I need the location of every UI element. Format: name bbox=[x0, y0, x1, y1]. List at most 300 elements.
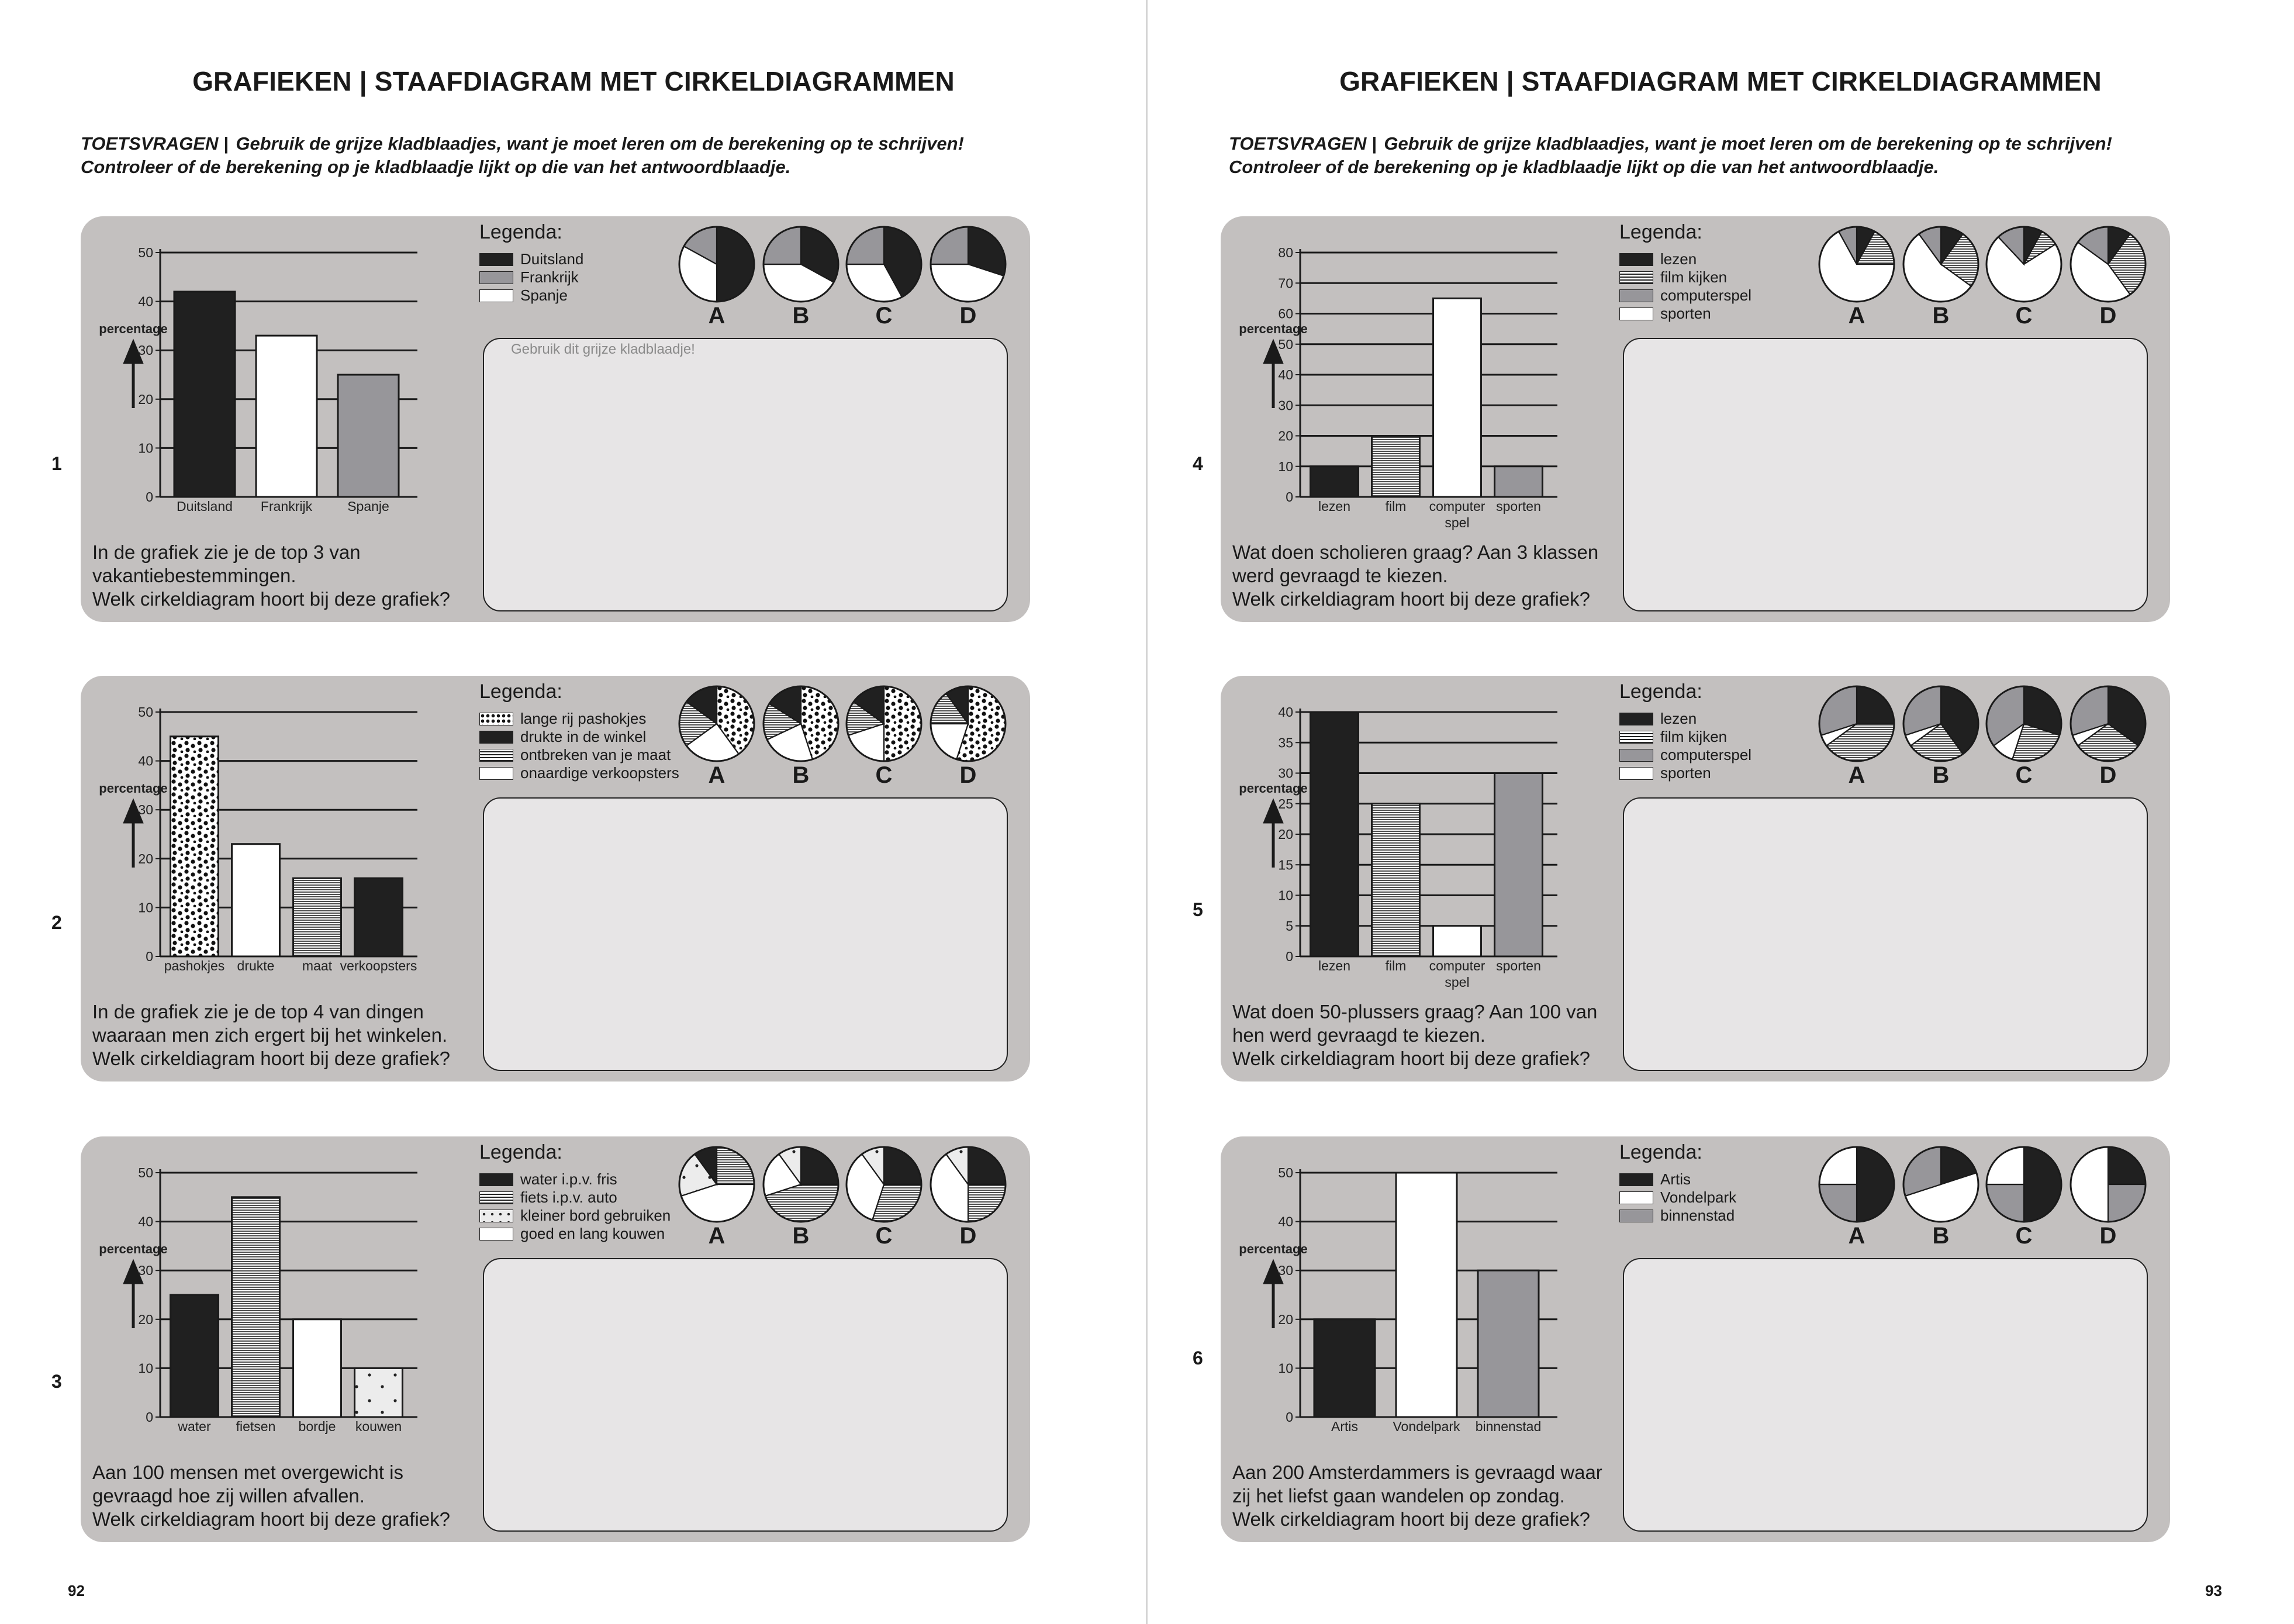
legend-item bbox=[479, 1170, 671, 1188]
y-tick-label: 10 bbox=[138, 1360, 153, 1376]
pie-option-letter: C bbox=[2015, 762, 2033, 788]
pie-option-c[interactable] bbox=[1984, 1145, 2064, 1249]
legend-item bbox=[479, 1225, 671, 1243]
bar bbox=[293, 1319, 341, 1417]
bar-chart bbox=[1221, 1136, 1688, 1464]
legend-label: kleiner bord gebruiken bbox=[520, 1207, 671, 1224]
intro-text bbox=[1229, 132, 2176, 179]
legend-swatch bbox=[1619, 731, 1653, 744]
question-number: 1 bbox=[51, 453, 62, 474]
question-line: vakantiebestemmingen. bbox=[92, 565, 296, 586]
pie-option-d[interactable] bbox=[2068, 684, 2148, 789]
pie-option-a[interactable] bbox=[677, 224, 756, 329]
legend-swatch bbox=[479, 767, 513, 780]
question-line: Welk cirkeldiagram hoort bij deze grafiek? bbox=[92, 1508, 450, 1530]
pie-chart bbox=[928, 684, 1008, 763]
legend-item bbox=[1619, 250, 1751, 268]
y-tick-label: 20 bbox=[1278, 428, 1293, 444]
question-line: Welk cirkeldiagram hoort bij deze grafiek? bbox=[92, 1048, 450, 1069]
pie-option-a[interactable] bbox=[1817, 684, 1896, 789]
legend-swatch bbox=[479, 749, 513, 762]
pie-chart bbox=[928, 224, 1008, 304]
bar bbox=[1311, 467, 1359, 497]
pie-option-letter: C bbox=[875, 762, 893, 788]
scratch-pad[interactable] bbox=[1623, 1258, 2148, 1532]
question-line: Aan 100 mensen met overgewicht is bbox=[92, 1461, 403, 1483]
y-tick-label: 20 bbox=[138, 1311, 153, 1327]
bar-chart bbox=[81, 1136, 548, 1464]
legend-swatch bbox=[1619, 271, 1653, 284]
y-tick-label: 50 bbox=[138, 1165, 153, 1180]
pie-option-b[interactable] bbox=[1901, 1145, 1981, 1249]
y-tick-label: 70 bbox=[1278, 275, 1293, 291]
y-tick-label: 20 bbox=[1278, 1311, 1293, 1327]
x-tick-label: Spanje bbox=[347, 499, 389, 514]
legend-item bbox=[1619, 710, 1751, 728]
page-number: 93 bbox=[2205, 1582, 2222, 1599]
question-line: Welk cirkeldiagram hoort bij deze grafiek? bbox=[1232, 1508, 1590, 1530]
pie-option-b[interactable] bbox=[761, 1145, 841, 1249]
scratch-pad[interactable] bbox=[1623, 797, 2148, 1071]
pie-option-a[interactable] bbox=[677, 684, 756, 789]
pie-slice bbox=[1857, 1147, 1894, 1222]
bar bbox=[1314, 1319, 1375, 1417]
pie-option-b[interactable] bbox=[761, 684, 841, 789]
x-tick-label: computer bbox=[1429, 958, 1485, 973]
pie-option-d[interactable] bbox=[928, 224, 1008, 329]
pie-chart bbox=[1901, 684, 1981, 763]
x-tick-label: Artis bbox=[1331, 1419, 1358, 1434]
legend-label: computerspel bbox=[1660, 746, 1752, 763]
question-line: Wat doen scholieren graag? Aan 3 klassen bbox=[1232, 541, 1599, 563]
pie-chart bbox=[1984, 1145, 2064, 1224]
y-axis-label: percentage bbox=[1239, 322, 1308, 336]
pie-option-a[interactable] bbox=[1817, 1145, 1896, 1249]
pie-option-a[interactable] bbox=[677, 1145, 756, 1249]
question-text bbox=[1232, 1000, 1618, 1070]
pie-option-d[interactable] bbox=[2068, 1145, 2148, 1249]
question-line: werd gevraagd te kiezen. bbox=[1232, 565, 1448, 586]
bar bbox=[355, 1368, 403, 1417]
intro-text bbox=[81, 132, 1028, 179]
y-tick-label: 50 bbox=[138, 245, 153, 260]
y-tick-label: 5 bbox=[1286, 918, 1293, 934]
y-tick-label: 50 bbox=[1278, 336, 1293, 352]
intro-body: Gebruik de grijze kladblaadjes, want je moet leren om de berekening op te schrijven! Controleer of de berekening op je kladblaadje lijkt op die van het antwoordblaadje. bbox=[1229, 133, 2112, 177]
pie-option-letter: B bbox=[1932, 1223, 1950, 1249]
pie-chart bbox=[928, 1145, 1008, 1224]
y-tick-label: 30 bbox=[1278, 398, 1293, 413]
legend-swatch bbox=[479, 1173, 513, 1186]
y-tick-label: 40 bbox=[138, 1214, 153, 1229]
question-text bbox=[1232, 1461, 1618, 1531]
legend-title: Legenda: bbox=[1619, 680, 1702, 703]
y-tick-label: 30 bbox=[1278, 765, 1293, 781]
pie-chart bbox=[1817, 224, 1896, 304]
legend-swatch bbox=[479, 253, 513, 266]
x-tick-label: maat bbox=[302, 958, 333, 973]
pie-option-d[interactable] bbox=[928, 1145, 1008, 1249]
legend-label: Duitsland bbox=[520, 250, 584, 268]
x-tick-label: water bbox=[178, 1419, 211, 1434]
pie-chart bbox=[2068, 1145, 2148, 1224]
bar-chart bbox=[1221, 216, 1688, 544]
pie-option-letter: D bbox=[2099, 1223, 2117, 1249]
legend-item bbox=[479, 746, 679, 764]
question-text bbox=[92, 1000, 478, 1070]
bar-chart bbox=[1221, 676, 1688, 1003]
legend-label: lezen bbox=[1660, 250, 1697, 268]
pie-option-b[interactable] bbox=[761, 224, 841, 329]
pie-chart bbox=[844, 224, 924, 304]
y-tick-label: 35 bbox=[1278, 735, 1293, 751]
y-tick-label: 0 bbox=[1286, 489, 1293, 505]
question-line: Wat doen 50-plussers graag? Aan 100 van bbox=[1232, 1001, 1598, 1022]
bar-chart bbox=[81, 216, 548, 544]
y-tick-label: 0 bbox=[146, 949, 153, 964]
question-text bbox=[92, 1461, 478, 1531]
legend bbox=[1619, 710, 1751, 782]
question-card-6 bbox=[1221, 1136, 2170, 1542]
question-card-2 bbox=[81, 676, 1030, 1081]
x-tick-label: computer bbox=[1429, 499, 1485, 514]
pie-option-letter: D bbox=[959, 762, 977, 788]
scratch-pad[interactable] bbox=[483, 797, 1008, 1071]
legend-item bbox=[479, 710, 679, 728]
legend bbox=[1619, 1170, 1736, 1225]
question-card-1 bbox=[81, 216, 1030, 622]
y-tick-label: 40 bbox=[1278, 1214, 1293, 1229]
legend-item bbox=[1619, 728, 1751, 746]
bar bbox=[355, 878, 403, 956]
legend-label: film kijken bbox=[1660, 268, 1728, 286]
pie-option-letter: B bbox=[1932, 303, 1950, 329]
legend-label: binnenstad bbox=[1660, 1207, 1735, 1224]
legend-swatch bbox=[479, 1228, 513, 1241]
pie-option-c[interactable] bbox=[1984, 224, 2064, 329]
y-tick-label: 50 bbox=[1278, 1165, 1293, 1180]
pie-chart bbox=[677, 1145, 756, 1224]
pie-option-letter: A bbox=[1848, 303, 1865, 329]
pie-option-letter: C bbox=[875, 1223, 893, 1249]
bar bbox=[232, 1197, 280, 1417]
pie-chart bbox=[1817, 1145, 1896, 1224]
pie-chart bbox=[1901, 1145, 1981, 1224]
question-card-4 bbox=[1221, 216, 2170, 622]
pie-slice bbox=[884, 686, 921, 761]
legend-title: Legenda: bbox=[479, 1141, 562, 1163]
y-tick-label: 40 bbox=[138, 293, 153, 309]
pie-chart bbox=[677, 684, 756, 763]
x-tick-label: binnenstad bbox=[1475, 1419, 1542, 1434]
x-tick-label: sporten bbox=[1496, 958, 1541, 973]
bar bbox=[293, 878, 341, 956]
pie-option-d[interactable] bbox=[2068, 224, 2148, 329]
y-tick-label: 10 bbox=[1278, 458, 1293, 474]
intro-label: TOETSVRAGEN | bbox=[81, 133, 229, 154]
x-tick-label: Duitsland bbox=[177, 499, 233, 514]
y-tick-label: 25 bbox=[1278, 796, 1293, 811]
legend-item bbox=[479, 268, 583, 286]
pie-option-letter: A bbox=[708, 762, 725, 788]
y-tick-label: 0 bbox=[146, 1409, 153, 1425]
pie-option-letter: C bbox=[2015, 1223, 2033, 1249]
bar-chart bbox=[81, 676, 548, 1003]
legend-title: Legenda: bbox=[1619, 1141, 1702, 1163]
pie-option-letter: D bbox=[2099, 762, 2117, 788]
pie-chart bbox=[677, 224, 756, 304]
pie-slice bbox=[2071, 1147, 2108, 1222]
bar bbox=[1433, 926, 1481, 956]
pie-chart bbox=[1901, 224, 1981, 304]
pie-chart bbox=[761, 224, 841, 304]
x-tick-label: spel bbox=[1445, 975, 1470, 990]
legend-label: lange rij pashokjes bbox=[520, 710, 647, 727]
legend-label: onaardige verkoopsters bbox=[520, 764, 679, 782]
legend-label: Artis bbox=[1660, 1170, 1691, 1188]
y-tick-label: 60 bbox=[1278, 306, 1293, 322]
legend-swatch bbox=[479, 289, 513, 302]
pie-chart bbox=[844, 684, 924, 763]
pie-option-letter: B bbox=[792, 303, 810, 329]
x-tick-label: lezen bbox=[1318, 499, 1350, 514]
pie-chart bbox=[1984, 224, 2064, 304]
legend-item bbox=[1619, 1188, 1736, 1207]
bar bbox=[232, 844, 280, 956]
pie-chart bbox=[1817, 684, 1896, 763]
question-line: Welk cirkeldiagram hoort bij deze grafiek? bbox=[1232, 588, 1590, 610]
legend-title: Legenda: bbox=[479, 221, 562, 243]
intro-label: TOETSVRAGEN | bbox=[1229, 133, 1377, 154]
pie-option-b[interactable] bbox=[1901, 684, 1981, 789]
intro-body: Gebruik de grijze kladblaadjes, want je moet leren om de berekening op te schrijven! Controleer of de berekening op je kladblaadje lijkt op die van het antwoordblaadje. bbox=[81, 133, 964, 177]
legend-label: Frankrijk bbox=[520, 268, 579, 286]
pie-option-c[interactable] bbox=[844, 1145, 924, 1249]
y-axis-label: percentage bbox=[99, 781, 168, 796]
pie-chart bbox=[761, 1145, 841, 1224]
legend-item bbox=[479, 764, 679, 782]
scratch-pad[interactable] bbox=[483, 338, 1008, 611]
bar bbox=[338, 375, 399, 497]
legend-swatch bbox=[479, 713, 513, 725]
x-tick-label: kouwen bbox=[355, 1419, 402, 1434]
y-tick-label: 30 bbox=[138, 343, 153, 358]
legend-swatch bbox=[1619, 1173, 1653, 1186]
legend-label: drukte in de winkel bbox=[520, 728, 647, 745]
legend bbox=[479, 710, 679, 782]
x-tick-label: drukte bbox=[237, 958, 275, 973]
legend-item bbox=[1619, 746, 1751, 764]
y-axis-label: percentage bbox=[99, 1242, 168, 1256]
pie-option-letter: C bbox=[875, 303, 893, 329]
legend-item bbox=[1619, 305, 1751, 323]
question-text bbox=[1232, 541, 1618, 611]
scratch-pad[interactable] bbox=[483, 1258, 1008, 1532]
question-number: 6 bbox=[1193, 1347, 1203, 1369]
legend-swatch bbox=[479, 1191, 513, 1204]
pie-option-c[interactable] bbox=[844, 684, 924, 789]
legend-swatch bbox=[1619, 713, 1653, 725]
y-tick-label: 20 bbox=[138, 851, 153, 866]
legend-title: Legenda: bbox=[1619, 221, 1702, 243]
pie-option-letter: D bbox=[2099, 303, 2117, 329]
question-card-5 bbox=[1221, 676, 2170, 1081]
pie-chart bbox=[761, 684, 841, 763]
page-right bbox=[1147, 0, 2294, 1624]
legend-label: lezen bbox=[1660, 710, 1697, 727]
question-number: 5 bbox=[1193, 899, 1203, 920]
question-line: zij het liefst gaan wandelen op zondag. bbox=[1232, 1485, 1565, 1506]
pie-option-c[interactable] bbox=[844, 224, 924, 329]
y-axis-label: percentage bbox=[1239, 781, 1308, 796]
bar bbox=[171, 1295, 219, 1417]
y-tick-label: 0 bbox=[146, 489, 153, 505]
x-tick-label: fietsen bbox=[236, 1419, 276, 1434]
x-tick-label: Vondelpark bbox=[1393, 1419, 1460, 1434]
pie-chart bbox=[1984, 684, 2064, 763]
y-tick-label: 80 bbox=[1278, 245, 1293, 260]
legend-label: sporten bbox=[1660, 305, 1711, 322]
x-tick-label: film bbox=[1385, 499, 1407, 514]
y-tick-label: 20 bbox=[1278, 827, 1293, 842]
y-tick-label: 10 bbox=[138, 900, 153, 915]
pie-option-letter: B bbox=[792, 762, 810, 788]
y-tick-label: 30 bbox=[138, 1263, 153, 1279]
pie-option-letter: A bbox=[708, 1223, 725, 1249]
y-tick-label: 40 bbox=[1278, 367, 1293, 382]
legend-title: Legenda: bbox=[479, 680, 562, 703]
question-number: 3 bbox=[51, 1371, 62, 1392]
y-tick-label: 10 bbox=[1278, 887, 1293, 903]
legend-swatch bbox=[1619, 253, 1653, 266]
question-line: Welk cirkeldiagram hoort bij deze grafiek? bbox=[92, 588, 450, 610]
pie-option-letter: B bbox=[792, 1223, 810, 1249]
legend-label: sporten bbox=[1660, 764, 1711, 782]
pie-option-letter: A bbox=[1848, 1223, 1865, 1249]
y-tick-label: 30 bbox=[138, 802, 153, 818]
pie-option-letter: C bbox=[2015, 303, 2033, 329]
y-axis-label: percentage bbox=[99, 322, 168, 336]
legend-label: fiets i.p.v. auto bbox=[520, 1188, 617, 1206]
question-line: gevraagd hoe zij willen afvallen. bbox=[92, 1485, 365, 1506]
legend-swatch bbox=[1619, 1210, 1653, 1222]
legend-label: computerspel bbox=[1660, 286, 1752, 304]
legend-label: goed en lang kouwen bbox=[520, 1225, 665, 1242]
y-tick-label: 10 bbox=[138, 440, 153, 456]
legend-swatch bbox=[479, 731, 513, 744]
pie-option-a[interactable] bbox=[1817, 224, 1896, 329]
legend-item bbox=[479, 1188, 671, 1207]
legend-swatch bbox=[479, 1210, 513, 1222]
y-tick-label: 30 bbox=[1278, 1263, 1293, 1279]
pie-option-b[interactable] bbox=[1901, 224, 1981, 329]
x-tick-label: spel bbox=[1445, 515, 1470, 530]
legend-item bbox=[1619, 268, 1751, 286]
bar bbox=[1433, 298, 1481, 497]
legend-item bbox=[1619, 764, 1751, 782]
question-line: Aan 200 Amsterdammers is gevraagd waar bbox=[1232, 1461, 1602, 1483]
bar bbox=[1478, 1270, 1539, 1417]
question-card-3 bbox=[81, 1136, 1030, 1542]
legend-item bbox=[1619, 286, 1751, 305]
bar bbox=[174, 292, 235, 497]
pie-chart bbox=[2068, 224, 2148, 304]
bar bbox=[1311, 712, 1359, 956]
bar bbox=[1495, 467, 1543, 497]
question-line: waaraan men zich ergert bij het winkelen. bbox=[92, 1024, 448, 1046]
question-line: In de grafiek zie je de top 4 van dingen bbox=[92, 1001, 424, 1022]
page-number: 92 bbox=[68, 1582, 85, 1599]
legend bbox=[479, 1170, 671, 1243]
pie-option-letter: A bbox=[1848, 762, 1865, 788]
y-tick-label: 40 bbox=[138, 753, 153, 769]
question-text bbox=[92, 541, 478, 611]
legend-label: Spanje bbox=[520, 286, 568, 304]
bar bbox=[171, 737, 219, 956]
legend-label: water i.p.v. fris bbox=[520, 1170, 617, 1188]
x-tick-label: pashokjes bbox=[164, 958, 225, 973]
y-tick-label: 50 bbox=[138, 704, 153, 720]
pie-chart bbox=[844, 1145, 924, 1224]
y-tick-label: 20 bbox=[138, 391, 153, 407]
y-tick-label: 15 bbox=[1278, 857, 1293, 873]
pie-option-letter: D bbox=[959, 1223, 977, 1249]
scratch-pad[interactable] bbox=[1623, 338, 2148, 611]
question-number: 2 bbox=[51, 912, 62, 933]
y-axis-label: percentage bbox=[1239, 1242, 1308, 1256]
legend-swatch bbox=[1619, 307, 1653, 320]
legend-label: ontbreken van je maat bbox=[520, 746, 671, 763]
x-tick-label: bordje bbox=[298, 1419, 336, 1434]
pie-option-c[interactable] bbox=[1984, 684, 2064, 789]
legend-label: Vondelpark bbox=[1660, 1188, 1737, 1206]
legend-item bbox=[479, 286, 583, 305]
x-tick-label: sporten bbox=[1496, 499, 1541, 514]
legend-swatch bbox=[1619, 767, 1653, 780]
y-tick-label: 40 bbox=[1278, 704, 1293, 720]
bar bbox=[256, 336, 317, 497]
x-tick-label: Frankrijk bbox=[260, 499, 313, 514]
x-tick-label: film bbox=[1385, 958, 1407, 973]
legend-item bbox=[479, 250, 583, 268]
question-line: hen werd gevraagd te kiezen. bbox=[1232, 1024, 1485, 1046]
bar bbox=[1372, 804, 1420, 956]
y-tick-label: 0 bbox=[1286, 949, 1293, 964]
pie-slice bbox=[717, 227, 754, 302]
legend-item bbox=[1619, 1207, 1736, 1225]
bar bbox=[1372, 436, 1420, 497]
y-tick-label: 10 bbox=[1278, 1360, 1293, 1376]
pie-chart bbox=[2068, 684, 2148, 763]
scratch-pad-hint: Gebruik dit grijze kladblaadje! bbox=[511, 341, 695, 357]
bar bbox=[1396, 1173, 1457, 1417]
legend bbox=[1619, 250, 1751, 323]
question-number: 4 bbox=[1193, 453, 1203, 474]
x-tick-label: lezen bbox=[1318, 958, 1350, 973]
legend-item bbox=[1619, 1170, 1736, 1188]
legend-swatch bbox=[1619, 289, 1653, 302]
x-tick-label: verkoopsters bbox=[340, 958, 417, 973]
legend-item bbox=[479, 1207, 671, 1225]
pie-option-letter: B bbox=[1932, 762, 1950, 788]
page-title: GRAFIEKEN | STAAFDIAGRAM MET CIRKELDIAGRAMMEN bbox=[192, 66, 955, 96]
pie-option-letter: D bbox=[959, 303, 977, 329]
legend-swatch bbox=[1619, 749, 1653, 762]
question-line: Welk cirkeldiagram hoort bij deze grafiek? bbox=[1232, 1048, 1590, 1069]
pie-option-letter: A bbox=[708, 303, 725, 329]
legend bbox=[479, 250, 583, 305]
pie-option-d[interactable] bbox=[928, 684, 1008, 789]
